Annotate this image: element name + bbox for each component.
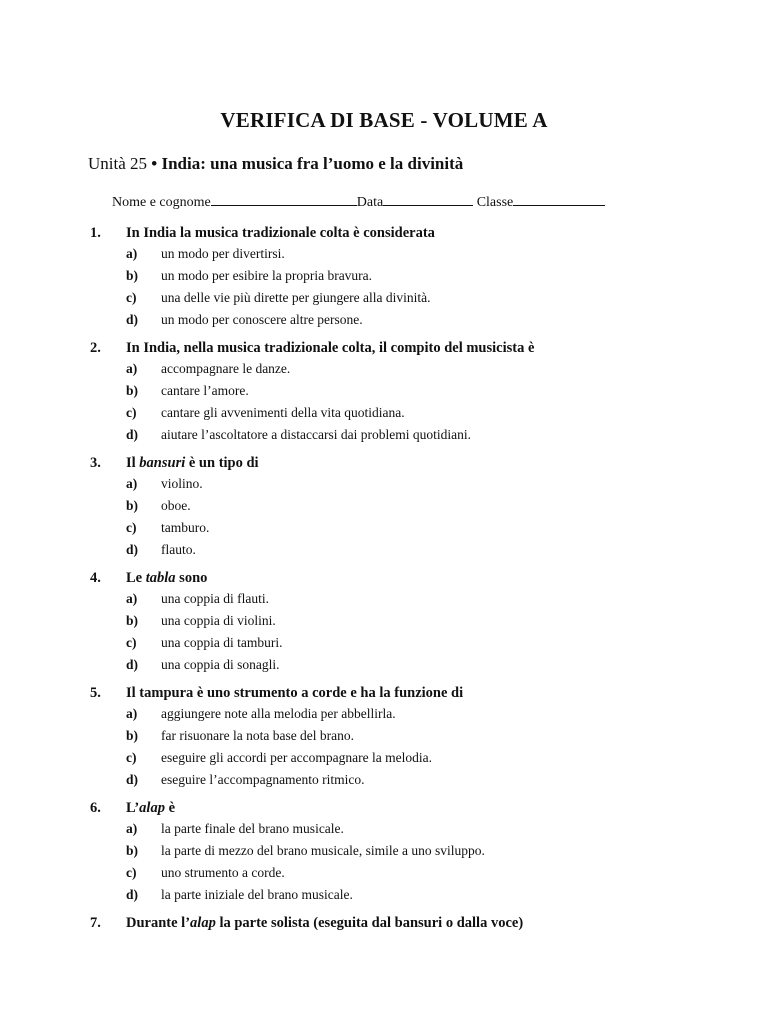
question-text-start: Il xyxy=(126,455,140,471)
question-text xyxy=(126,915,523,932)
question-text xyxy=(126,685,463,702)
answer-option-3-d[interactable] xyxy=(0,542,768,564)
question-text xyxy=(126,570,207,587)
question-text-start: L’ xyxy=(126,800,140,816)
class-field-label: Classe xyxy=(476,195,514,210)
question-text-italic-term: alap xyxy=(139,800,165,816)
option-letter: a) xyxy=(126,706,138,721)
answer-option-5-d[interactable] xyxy=(0,772,768,794)
option-text: violino. xyxy=(161,476,203,491)
question-text-start: Il tampura è uno strumento a corde e ha la funzione di xyxy=(126,685,464,701)
option-letter: c) xyxy=(126,520,137,535)
option-letter: a) xyxy=(126,361,138,376)
option-text: eseguire l’accompagnamento ritmico. xyxy=(161,772,365,787)
answer-option-6-a[interactable] xyxy=(0,821,768,843)
question-header xyxy=(0,685,768,706)
answer-option-6-d[interactable] xyxy=(0,887,768,909)
answer-option-3-a[interactable] xyxy=(0,476,768,498)
answer-option-2-b[interactable] xyxy=(0,383,768,405)
question-4 xyxy=(0,570,768,679)
question-header xyxy=(0,915,768,936)
question-text xyxy=(126,225,435,242)
question-number: 6. xyxy=(90,800,101,816)
question-text-start: Durante l’ xyxy=(126,915,191,931)
option-text: la parte iniziale del brano musicale. xyxy=(161,887,353,902)
date-field-label: Data xyxy=(356,195,384,210)
option-letter: c) xyxy=(126,750,137,765)
question-header xyxy=(0,570,768,591)
option-letter: b) xyxy=(126,843,139,858)
answer-option-1-b[interactable] xyxy=(0,268,768,290)
option-letter: d) xyxy=(126,887,139,902)
answer-option-3-c[interactable] xyxy=(0,520,768,542)
option-text: accompagnare le danze. xyxy=(161,361,291,376)
option-text: eseguire gli accordi per accompagnare la melodia. xyxy=(161,750,432,765)
option-text: cantare l’amore. xyxy=(161,383,249,398)
answer-option-1-d[interactable] xyxy=(0,312,768,334)
date-blank-line[interactable] xyxy=(383,192,473,206)
option-text: uno strumento a corde. xyxy=(161,865,285,880)
question-text xyxy=(126,340,534,357)
page-title: VERIFICA DI BASE - VOLUME A xyxy=(220,108,548,132)
option-text: aiutare l’ascoltatore a distaccarsi dai problemi quotidiani. xyxy=(161,427,472,442)
question-3 xyxy=(0,455,768,564)
option-text: la parte finale del brano musicale. xyxy=(161,821,344,836)
answer-option-2-c[interactable] xyxy=(0,405,768,427)
answer-option-4-c[interactable] xyxy=(0,635,768,657)
option-text: un modo per conoscere altre persone. xyxy=(161,312,363,327)
unit-heading xyxy=(88,154,463,174)
answer-option-2-d[interactable] xyxy=(0,427,768,449)
name-blank-line[interactable] xyxy=(211,192,357,206)
question-7 xyxy=(0,915,768,936)
answer-option-6-b[interactable] xyxy=(0,843,768,865)
answer-option-4-a[interactable] xyxy=(0,591,768,613)
answer-option-5-a[interactable] xyxy=(0,706,768,728)
question-list xyxy=(0,225,768,942)
answer-option-6-c[interactable] xyxy=(0,865,768,887)
answer-option-4-d[interactable] xyxy=(0,657,768,679)
option-letter: d) xyxy=(126,312,139,327)
option-letter: b) xyxy=(126,728,139,743)
option-letter: c) xyxy=(126,405,137,420)
question-number: 5. xyxy=(90,685,101,701)
answer-option-4-b[interactable] xyxy=(0,613,768,635)
option-text: una coppia di flauti. xyxy=(161,591,269,606)
question-1 xyxy=(0,225,768,334)
option-letter: b) xyxy=(126,383,139,398)
question-6 xyxy=(0,800,768,909)
answer-option-1-a[interactable] xyxy=(0,246,768,268)
student-info-fields xyxy=(112,192,605,211)
question-2 xyxy=(0,340,768,449)
option-letter: d) xyxy=(126,657,139,672)
option-text: flauto. xyxy=(161,542,196,557)
question-number: 7. xyxy=(90,915,101,931)
option-text: la parte di mezzo del brano musicale, simile a uno sviluppo. xyxy=(161,843,485,858)
option-text: una coppia di violini. xyxy=(161,613,276,628)
question-text-end: è xyxy=(164,800,176,816)
question-header xyxy=(0,340,768,361)
option-text: far risuonare la nota base del brano. xyxy=(161,728,355,743)
unit-title: • India: una musica fra l’uomo e la divinità xyxy=(151,154,464,173)
option-letter: a) xyxy=(126,476,138,491)
option-letter: c) xyxy=(126,865,137,880)
question-header xyxy=(0,455,768,476)
option-text: tamburo. xyxy=(161,520,210,535)
option-text: cantare gli avvenimenti della vita quotidiana. xyxy=(161,405,405,420)
answer-option-3-b[interactable] xyxy=(0,498,768,520)
question-5 xyxy=(0,685,768,794)
option-letter: a) xyxy=(126,591,138,606)
class-blank-line[interactable] xyxy=(513,192,605,206)
answer-option-5-b[interactable] xyxy=(0,728,768,750)
option-letter: d) xyxy=(126,542,139,557)
question-text-end: la parte solista (eseguita dal bansuri o dalla voce) xyxy=(215,915,524,931)
unit-label: Unità 25 xyxy=(88,154,148,173)
question-text-italic-term: bansuri xyxy=(139,455,186,471)
option-letter: b) xyxy=(126,268,139,283)
option-text: oboe. xyxy=(161,498,191,513)
answer-option-5-c[interactable] xyxy=(0,750,768,772)
option-letter: b) xyxy=(126,613,139,628)
question-text-start: In India la musica tradizionale colta è considerata xyxy=(126,225,435,241)
option-text: una delle vie più dirette per giungere alla divinità. xyxy=(161,290,431,305)
question-text-start: Le xyxy=(126,570,146,586)
option-text: una coppia di tamburi. xyxy=(161,635,283,650)
option-letter: c) xyxy=(126,635,137,650)
question-text-end: sono xyxy=(175,570,208,586)
option-letter: a) xyxy=(126,246,138,261)
option-text: aggiungere note alla melodia per abbellirla. xyxy=(161,706,396,721)
question-text-end: è un tipo di xyxy=(185,455,259,471)
name-field-label: Nome e cognome xyxy=(112,195,211,210)
option-letter: d) xyxy=(126,427,139,442)
option-letter: b) xyxy=(126,498,139,513)
option-text: un modo per divertirsi. xyxy=(161,246,285,261)
question-number: 1. xyxy=(90,225,101,241)
question-text-italic-term: alap xyxy=(190,915,216,931)
question-text xyxy=(126,800,175,817)
option-letter: a) xyxy=(126,821,138,836)
question-number: 4. xyxy=(90,570,101,586)
question-header xyxy=(0,225,768,246)
question-number: 3. xyxy=(90,455,101,471)
option-letter: c) xyxy=(126,290,137,305)
option-text: una coppia di sonagli. xyxy=(161,657,280,672)
option-letter: d) xyxy=(126,772,139,787)
option-text: un modo per esibire la propria bravura. xyxy=(161,268,373,283)
question-text-italic-term: tabla xyxy=(145,570,176,586)
question-number: 2. xyxy=(90,340,101,356)
answer-option-1-c[interactable] xyxy=(0,290,768,312)
question-header xyxy=(0,800,768,821)
answer-option-2-a[interactable] xyxy=(0,361,768,383)
question-text xyxy=(126,455,259,472)
question-text-start: In India, nella musica tradizionale colta, il compito del musicista è xyxy=(126,340,535,356)
